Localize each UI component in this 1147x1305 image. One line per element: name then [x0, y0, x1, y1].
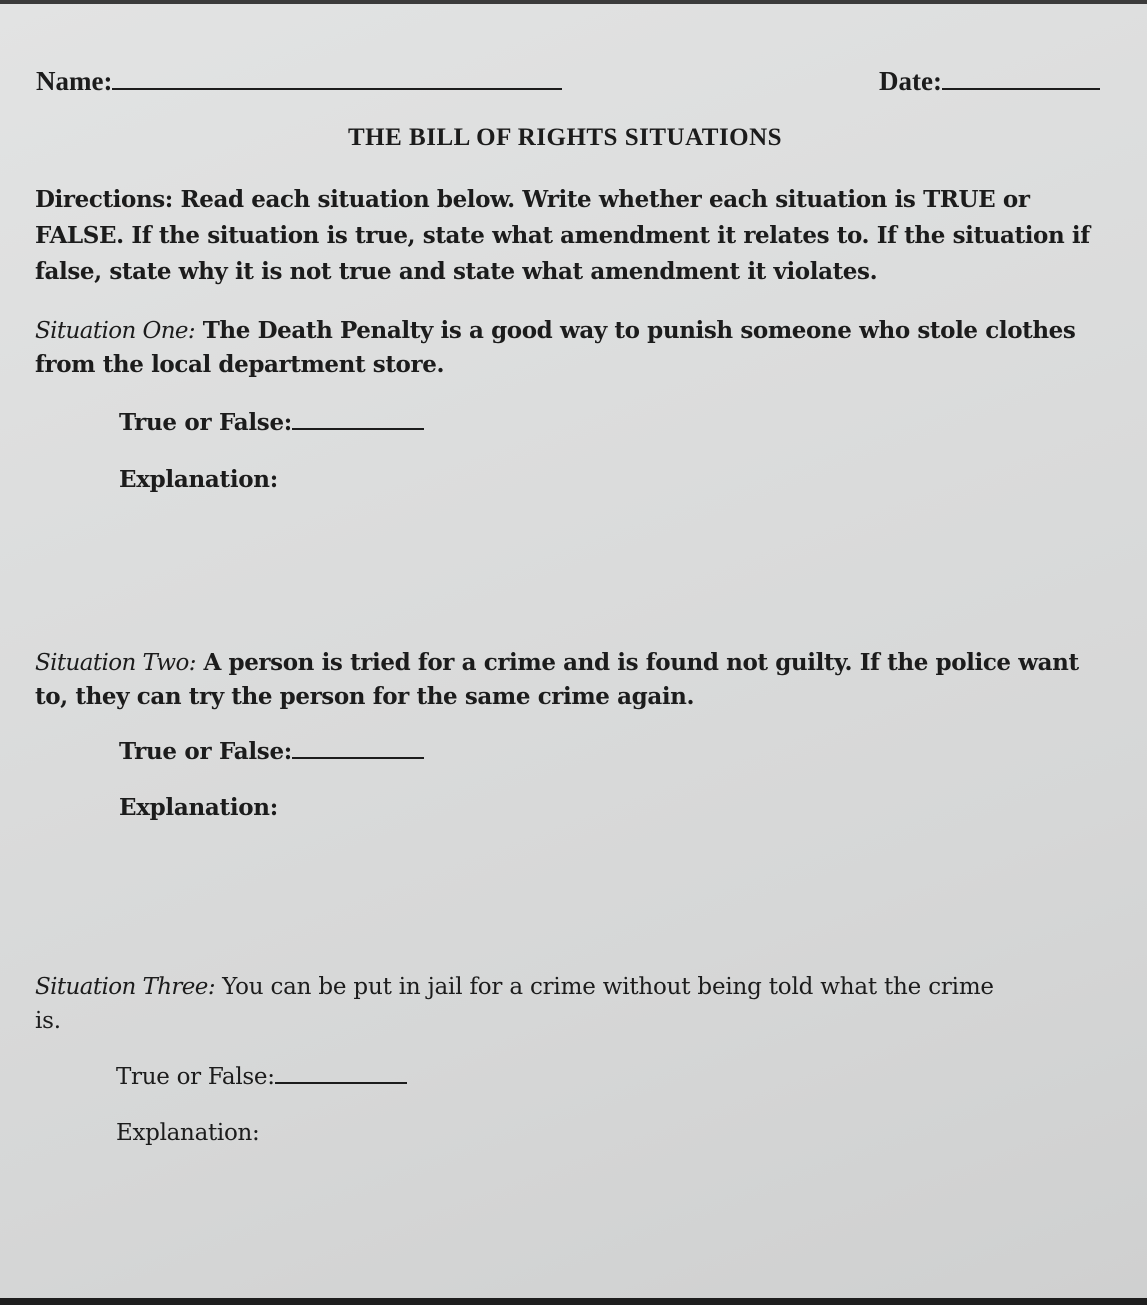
situation-three-true-false [116, 1062, 407, 1090]
true-false-label: True or False: [119, 738, 292, 765]
date-field [879, 62, 1100, 97]
situation-three-line-2: is. [35, 1008, 61, 1034]
situation-two-explanation-label: Explanation: [119, 794, 278, 821]
photo-bottom-edge [0, 1298, 1147, 1305]
situation-three-label: Situation Three: [35, 974, 215, 1000]
true-false-blank[interactable] [292, 737, 424, 759]
situation-one-true-false [119, 408, 424, 436]
situation-one-label: Situation One: [35, 318, 196, 344]
situation-one-explanation-label: Explanation: [119, 466, 278, 493]
situation-two-line-1 [35, 646, 1079, 680]
situation-one-text-1: The Death Penalty is a good way to punish someone who stole clothes [202, 317, 1076, 344]
true-false-blank[interactable] [275, 1062, 407, 1084]
date-blank[interactable] [942, 62, 1100, 90]
true-false-label: True or False: [119, 409, 292, 436]
situation-one-line-2: from the local department store. [35, 351, 445, 378]
worksheet-page [0, 4, 1147, 1298]
true-false-label: True or False: [116, 1064, 275, 1090]
situation-one-line-1 [35, 314, 1075, 348]
situation-two-label: Situation Two: [35, 650, 196, 676]
situation-two-text-1: A person is tried for a crime and is found not guilty. If the police want [203, 649, 1079, 676]
directions-line-1: Directions: Read each situation below. Write whether each situation is TRUE or [35, 186, 1030, 213]
situation-two-true-false [119, 737, 424, 765]
situation-three-text-1: You can be put in jail for a crime without being told what the crime [222, 974, 994, 1000]
directions-line-2: FALSE. If the situation is true, state what amendment it relates to. If the situation if [35, 222, 1090, 249]
situation-three-line-1 [35, 970, 994, 1004]
situation-three-explanation-label: Explanation: [116, 1120, 260, 1146]
directions-line-3: false, state why it is not true and state what amendment it violates. [35, 258, 878, 285]
name-field [36, 62, 562, 97]
true-false-blank[interactable] [292, 408, 424, 430]
date-label: Date: [879, 66, 942, 96]
name-label: Name: [36, 66, 113, 96]
situation-two-line-2: to, they can try the person for the same crime again. [35, 683, 695, 710]
name-blank[interactable] [112, 62, 562, 90]
page-title: THE BILL OF RIGHTS SITUATIONS [348, 124, 783, 151]
